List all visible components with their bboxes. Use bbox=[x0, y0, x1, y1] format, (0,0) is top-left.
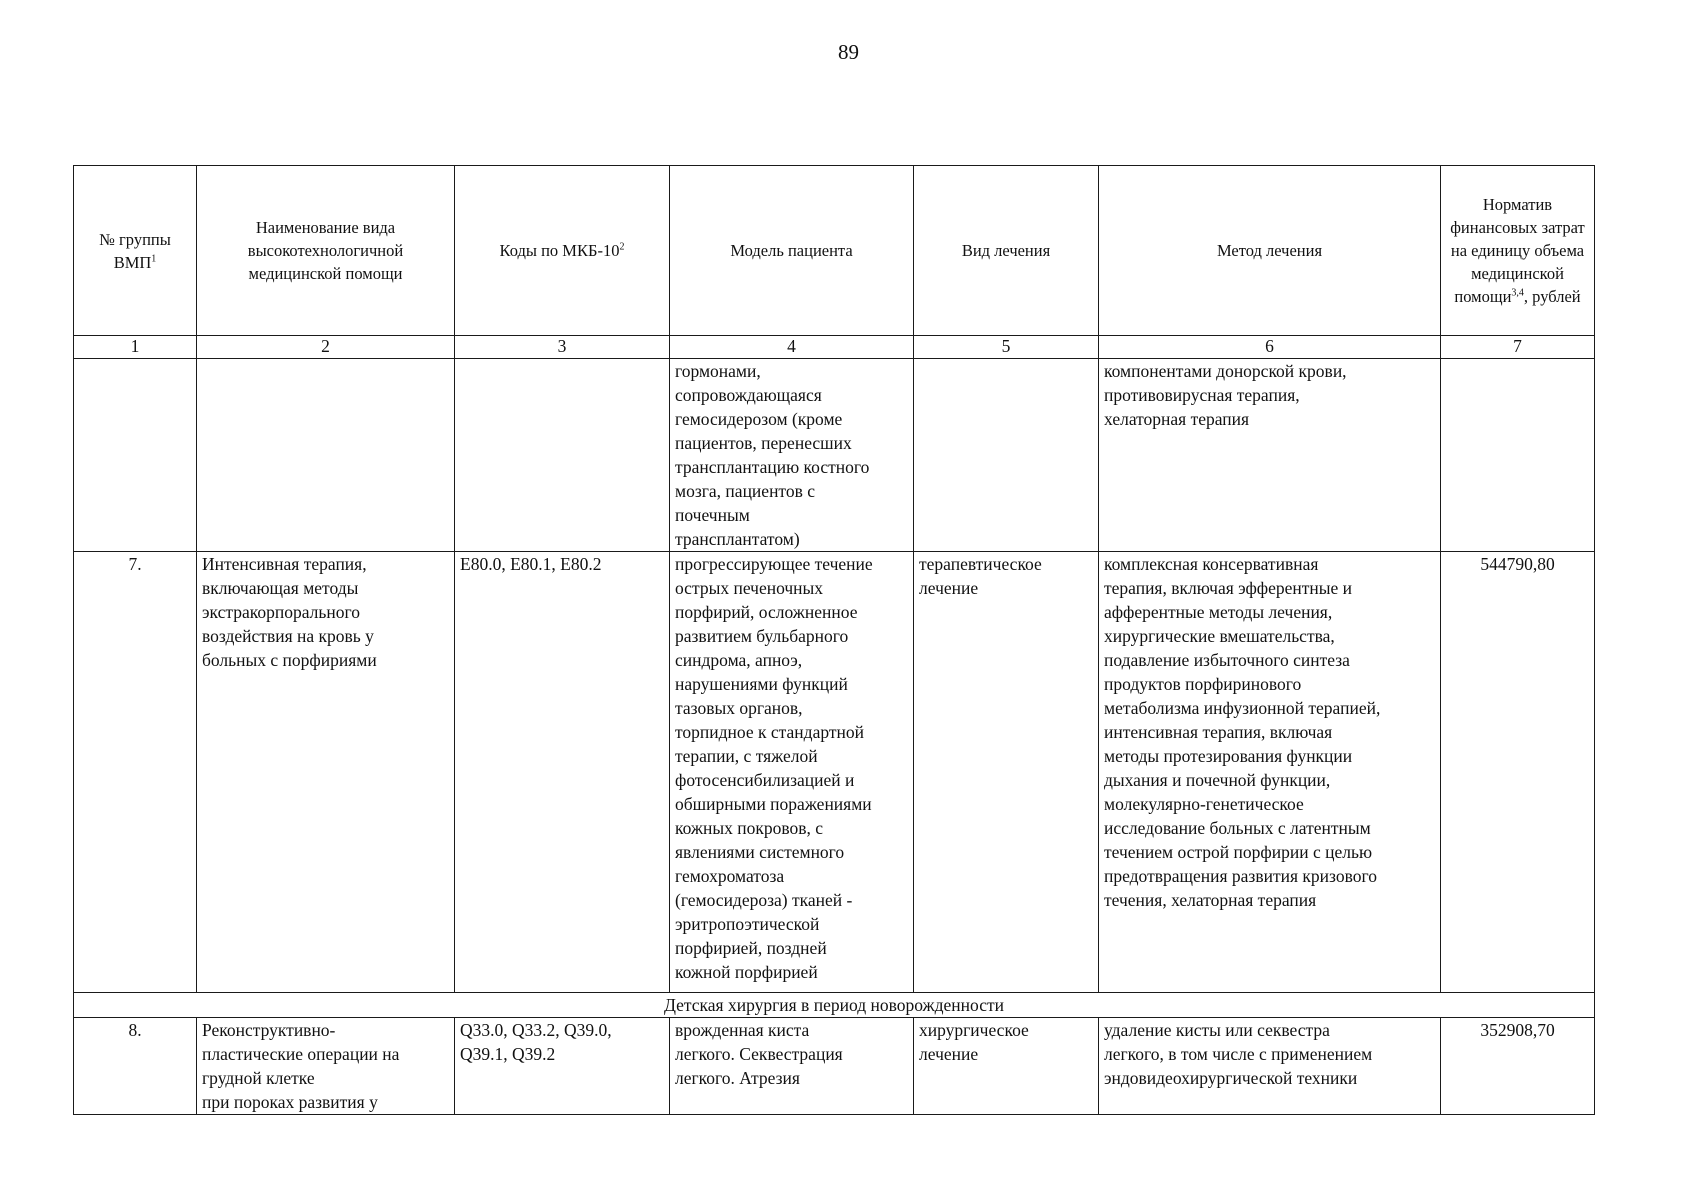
cell-cost bbox=[1441, 359, 1595, 552]
cell-treatment-type: терапевтическое лечение bbox=[914, 552, 1099, 993]
cell-icd-codes: E80.0, E80.1, E80.2 bbox=[455, 552, 670, 993]
cell-treatment-type: хирургическое лечение bbox=[914, 1018, 1099, 1115]
cell-treatment-method: комплексная консервативная терапия, включая эфферентные и афферентные методы лечения, хирургические вмешательства, подавление избыточного синтеза продуктов порфиринового метаболизма инфузионной терапией, интенсивная терапия, включая методы протезирования функции дыхания и почечной функции, молекулярно-генетическое исследование больных с латентным течением острой порфирии с целью предотвращения развития кризового течения, хелаторная терапия bbox=[1099, 552, 1441, 993]
vmp-table bbox=[73, 165, 1595, 1115]
table-row-group-7 bbox=[74, 552, 1595, 993]
header-row bbox=[74, 166, 1595, 336]
header-icd-codes: Коды по МКБ-$10^2$ bbox=[455, 166, 670, 336]
cell-group-number: 7. bbox=[74, 552, 197, 993]
section-title: Детская хирургия в период новорожденности bbox=[74, 993, 1595, 1018]
cell-icd-codes bbox=[455, 359, 670, 552]
column-number: 4 bbox=[670, 336, 914, 359]
cell-cost: 352908,70 bbox=[1441, 1018, 1595, 1115]
column-number: 3 bbox=[455, 336, 670, 359]
column-number: 7 bbox=[1441, 336, 1595, 359]
cell-treatment-type bbox=[914, 359, 1099, 552]
table-row-group-8 bbox=[74, 1018, 1595, 1115]
header-care-type-name: Наименование вида высокотехнологичной медицинской помощи bbox=[197, 166, 455, 336]
cell-care-type-name bbox=[197, 359, 455, 552]
cell-treatment-method: удаление кисты или секвестра легкого, в том числе с применением эндовидеохирургической техники bbox=[1099, 1018, 1441, 1115]
cell-patient-model: врожденная киста легкого. Секвестрация легкого. Атрезия bbox=[670, 1018, 914, 1115]
column-number: 6 bbox=[1099, 336, 1441, 359]
column-number: 2 bbox=[197, 336, 455, 359]
column-number: 5 bbox=[914, 336, 1099, 359]
header-treatment-method: Метод лечения bbox=[1099, 166, 1441, 336]
header-patient-model: Модель пациента bbox=[670, 166, 914, 336]
header-cost-standard: Норматив финансовых затрат на единицу объема медицинской помощи$^{3,4}$, рублей bbox=[1441, 166, 1595, 336]
cell-patient-model: гормонами, сопровождающаяся гемосидерозом (кроме пациентов, перенесших трансплантацию костного мозга, пациентов с почечным трансплантатом) bbox=[670, 359, 914, 552]
cell-care-type-name: Реконструктивно- пластические операции на грудной клетке при пороках развития у bbox=[197, 1018, 455, 1115]
cell-treatment-method: компонентами донорской крови, противовирусная терапия, хелаторная терапия bbox=[1099, 359, 1441, 552]
column-number: 1 bbox=[74, 336, 197, 359]
table-row-continuation bbox=[74, 359, 1595, 552]
cell-icd-codes: Q33.0, Q33.2, Q39.0, Q39.1, Q39.2 bbox=[455, 1018, 670, 1115]
cell-group-number bbox=[74, 359, 197, 552]
cell-care-type-name: Интенсивная терапия, включающая методы экстракорпорального воздействия на кровь у больных с порфириями bbox=[197, 552, 455, 993]
cell-group-number: 8. bbox=[74, 1018, 197, 1115]
cell-patient-model: прогрессирующее течение острых печеночных порфирий, осложненное развитием бульбарного синдрома, апноэ, нарушениями функций тазовых органов, торпидное к стандартной терапии, с тяжелой фотосенсибилизацией и обширными поражениями кожных покровов, с явлениями системного гемохроматоза (гемосидероза) тканей - эритропоэтической порфирией, поздней кожной порфирией bbox=[670, 552, 914, 993]
page-number: 89 bbox=[838, 40, 859, 64]
column-number-row bbox=[74, 336, 1595, 359]
header-group-number: № группы ВМП$^1$ bbox=[74, 166, 197, 336]
header-treatment-type: Вид лечения bbox=[914, 166, 1099, 336]
cell-cost: 544790,80 bbox=[1441, 552, 1595, 993]
section-row bbox=[74, 993, 1595, 1018]
